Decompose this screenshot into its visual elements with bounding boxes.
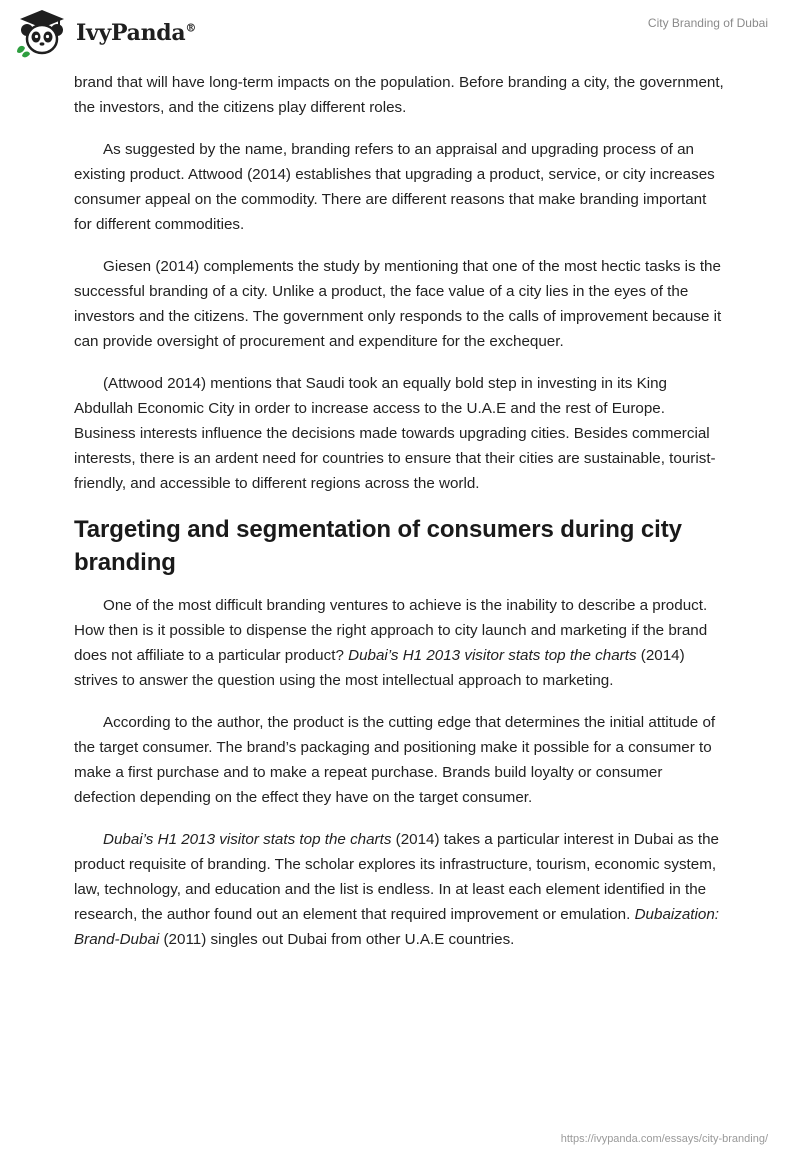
ivypanda-logo[interactable] <box>14 8 196 58</box>
paragraph-1: brand that will have long-term impacts on the population. Before branding a city, the government, the investors, and the citizens play different roles. <box>74 74 724 116</box>
paragraph-7-text-a: (2014) takes a particular interest in Dubai as the product requisite of branding. The scholar explores its infrastructure, tourism, economic system, law, technology, and education and the list is endless. In at least each element identified in the research, the author found out an element that required improvement or emulation. <box>74 831 719 923</box>
paragraph-7 <box>74 827 726 952</box>
paragraph-4: (Attwood 2014) mentions that Saudi took an equally bold step in investing in its King Abdullah Economic City in order to increase access to the U.A.E and the rest of Europe. Business interests influence the decisions made towards upgrading cities. Besides commercial interests, there is an ardent need for countries to ensure that their cities are sustainable, tourist-friendly, and accessible to different regions across the world. <box>74 375 716 492</box>
document-title: City Branding of Dubai <box>647 16 768 30</box>
paragraph-7-text-b: (2011) singles out Dubai from other U.A.E countries. <box>159 931 515 948</box>
brand-name: IvyPanda® <box>76 20 197 46</box>
paragraph-2: As suggested by the name, branding refers to an appraisal and upgrading process of an existing product. Attwood (2014) establishes that upgrading a product, service, or city increases consumer appeal on the commodity. There are different reasons that make branding important for different commodities. <box>74 141 715 233</box>
registered-mark: ® <box>185 21 197 35</box>
paragraph-6: According to the author, the product is the cutting edge that determines the initial attitude of the target consumer. The brand’s packaging and positioning make it possible for a consumer to make a first purchase and to make a repeat purchase. Brands build loyalty or consumer defection depending on the effect they have on the target consumer. <box>74 714 716 806</box>
panda-graduate-icon <box>14 8 70 58</box>
page-header <box>0 0 800 70</box>
paragraph-5 <box>74 593 726 693</box>
paragraph-5-citation: Dubai’s H1 2013 visitor stats top the charts <box>348 647 637 664</box>
section-heading: Targeting and segmentation of consumers during city branding <box>74 516 682 576</box>
paragraph-5-text-a: One of the most difficult branding ventures to achieve is the inability to describe a product. How then is it possible to dispense the right approach to city launch and marketing if the brand does not affiliate to a particular product? <box>74 597 708 664</box>
source-url: https://ivypanda.com/essays/city-branding/ <box>560 1133 768 1145</box>
paragraph-7-citation-2: Dubaization: Brand-Dubai <box>74 906 720 948</box>
paragraph-5-text-b: (2014) strives to answer the question using the most intellectual approach to marketing. <box>74 647 685 689</box>
paragraph-3: Giesen (2014) complements the study by mentioning that one of the most hectic tasks is the successful branding of a city. Unlike a product, the face value of a city lies in the eyes of the investors and the citizens. The government only responds to the calls of improvement because it can provide oversight of procurement and expenditure for the exchequer. <box>74 258 722 350</box>
paragraph-7-citation: Dubai’s H1 2013 visitor stats top the charts <box>103 831 392 848</box>
essay-body <box>74 70 726 969</box>
